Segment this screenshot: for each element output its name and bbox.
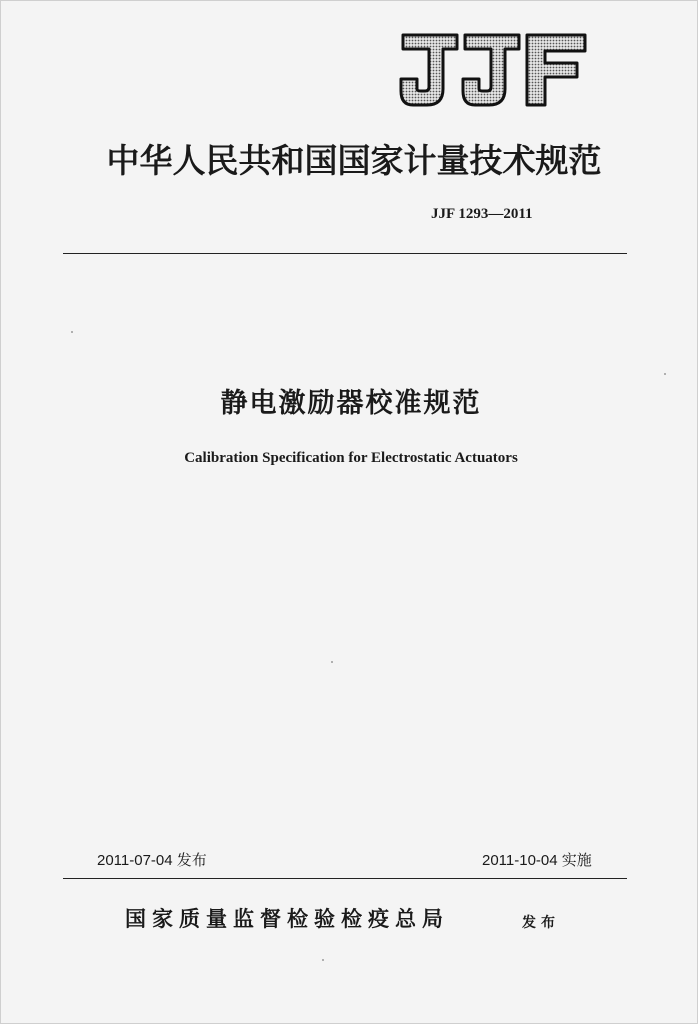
issuer-action: 发布: [522, 915, 560, 931]
jjf-logo: [399, 33, 587, 107]
effective-date: 2011-10-04 实施: [482, 852, 592, 869]
scan-speck: [331, 661, 333, 663]
header-title: 中华人民共和国国家计量技术规范: [106, 141, 602, 180]
document-title-en: Calibration Specification for Electrostatic Actuators: [184, 450, 518, 466]
standard-code: JJF 1293—2011: [431, 206, 533, 222]
top-divider: [63, 253, 627, 254]
bottom-divider: [63, 878, 627, 879]
document-title-cn: 静电激励器校准规范: [220, 388, 482, 419]
scan-speck: [322, 959, 324, 961]
scan-speck: [664, 373, 666, 375]
issue-date: 2011-07-04 发布: [97, 852, 207, 869]
scan-speck: [71, 331, 73, 333]
issuer-name: 国家质量监督检验检疫总局: [125, 906, 449, 931]
